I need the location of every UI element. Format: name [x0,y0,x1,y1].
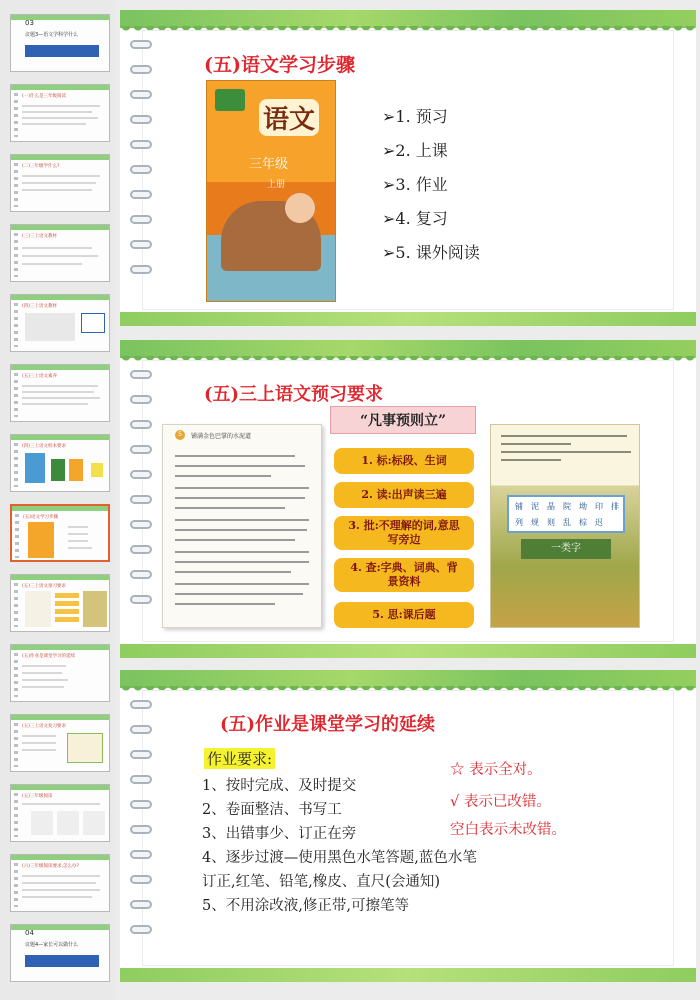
character: 排 [611,502,619,511]
thumbnail-slide[interactable] [10,224,110,282]
thumbnail-title: (四)三上语文校本要求 [22,444,67,449]
homework-item: 4、逐步过渡—使用黑色水笔答题,蓝色水笔 [202,850,477,866]
slide-learning-steps[interactable] [120,10,696,326]
thumbnail-slide[interactable] [10,714,110,772]
thumbnail-slide[interactable] [10,364,110,422]
ring-binding-icon [14,443,18,487]
ring-binding-icon [130,40,154,290]
homework-item: 5、不用涂改液,修正带,可擦笔等 [202,898,409,914]
ring-binding-icon [14,233,18,277]
ring-binding-icon [14,583,18,627]
ring-binding-icon [14,793,18,837]
requirement-item: 3. 批:不理解的词,意思写旁边 [334,516,474,550]
textbook-page-image [162,424,322,628]
slide-title: (五)三上语文预习要求 [204,384,384,405]
ring-binding-icon [130,370,154,620]
character: 泥 [531,502,539,511]
thumbnail-title: (五)三上语文预习要求 [22,584,67,589]
thumbnail-banner [25,45,99,57]
textbook-volume: 上册 [267,180,286,190]
grass-border [120,10,696,28]
character: 院 [563,502,571,511]
mark-legend-check: √ 表示已改错。 [450,794,551,810]
thumbnail-title: (三)三上语文教材 [22,234,58,239]
thumbnail-title: (五)语文学习步骤 [23,515,59,520]
mark-legend-blank: 空白表示未改错。 [450,822,566,838]
grass-border [120,670,696,688]
grass-border [120,340,696,358]
thumbnail-title: (五)作业是课堂学习的延续 [22,654,76,659]
homework-item: 1、按时完成、及时提交 [202,778,357,794]
thumbnail-section-title: 议题3—语文学科学什么 [25,32,79,38]
thumbnail-section-04[interactable] [10,924,110,982]
character: 铺 [515,502,523,511]
thumbnail-slide[interactable] [10,84,110,142]
character-card [507,495,625,533]
thumbnail-slide[interactable] [10,784,110,842]
thumbnail-number: 03 [25,19,34,27]
thumbnail-banner [25,955,99,967]
slide-title: (五)语文学习步骤 [204,54,355,76]
homework-item: 2、卷面整洁、书写工 [202,802,342,818]
slide-thumbnail-rail [0,0,116,1000]
autumn-scene-image [490,424,640,628]
character: 棕 [579,518,587,527]
publisher-logo [215,89,245,111]
proverb-banner: “凡事预则立” [330,406,476,434]
step-item: ➢2. 上课 [382,141,448,160]
thumbnail-slide[interactable] [10,644,110,702]
ring-binding-icon [14,163,18,207]
lesson-title: 铺满金色巴掌的水泥道 [191,433,252,440]
character: 则 [547,518,555,527]
grass-border [120,968,696,982]
character: 规 [531,518,539,527]
thumbnail-slide-selected[interactable] [10,504,110,562]
ring-binding-icon [14,373,18,417]
thumbnail-title: (五)三上语文复习要求 [22,724,67,729]
thumbnail-title: (二)三年级学什么? [22,164,60,169]
thumbnail-slide[interactable] [10,434,110,492]
requirement-item: 4. 查:字典、词典、背景资料 [334,558,474,592]
textbook-title: 语文 [259,99,319,136]
thumbnail-slide[interactable] [10,574,110,632]
homework-item: 3、出错事少、订正在旁 [202,826,357,842]
step-item: ➢3. 作业 [382,175,448,194]
ring-binding-icon [14,723,18,767]
ring-binding-icon [15,514,19,558]
step-item: ➢5. 课外阅读 [382,243,480,262]
character: 列 [515,518,523,527]
page-number: 5 [175,430,185,440]
requirement-item: 1. 标:标段、生词 [334,448,474,474]
character: 乱 [563,518,571,527]
thumbnail-title: (五)三年级阅读 [22,794,53,799]
steps-list [382,104,480,274]
thumbnail-slide[interactable] [10,154,110,212]
ring-binding-icon [14,303,18,347]
character: 坳 [579,502,587,511]
slide-preview-requirements[interactable] [120,340,696,658]
step-item: ➢1. 预习 [382,107,448,126]
thumbnail-title: (五)三上语文素养 [22,374,58,379]
character: 印 [595,502,603,511]
grass-border [120,644,696,658]
slide-title: (五)作业是课堂学习的延续 [220,714,436,735]
homework-item: 订正,红笔、铅笔,橡皮、直尺(会通知) [202,874,441,890]
grass-border [120,312,696,326]
ring-binding-icon [14,653,18,697]
thumbnail-slide[interactable] [10,294,110,352]
thumbnail-slide[interactable] [10,854,110,912]
step-item: ➢4. 复习 [382,209,448,228]
thumbnail-number: 04 [25,929,34,937]
textbook-cover-image [206,80,336,302]
thumbnail-title: (四)三上语文教材 [22,304,58,309]
textbook-grade: 三年级 [249,157,289,172]
character: 晶 [547,502,555,511]
ring-binding-icon [130,700,154,950]
character: 迟 [595,518,603,527]
thumbnail-section-title: 议题4—家长可以做什么 [25,942,79,948]
homework-label: 作业要求: [204,748,275,769]
requirement-item: 5. 思:课后题 [334,602,474,628]
slide-homework[interactable] [120,670,696,982]
thumbnail-section-03[interactable] [10,14,110,72]
character-category-label: 一类字 [521,539,611,559]
requirement-item: 2. 读:出声读三遍 [334,482,474,508]
thumbnail-title: (六)三年级阅读要求,怎么办? [22,864,79,869]
ring-binding-icon [14,93,18,137]
thumbnail-title: (一)什么是三年级阅读 [22,94,67,99]
mark-legend-star: ☆ 表示全对。 [450,762,542,778]
ring-binding-icon [14,863,18,907]
